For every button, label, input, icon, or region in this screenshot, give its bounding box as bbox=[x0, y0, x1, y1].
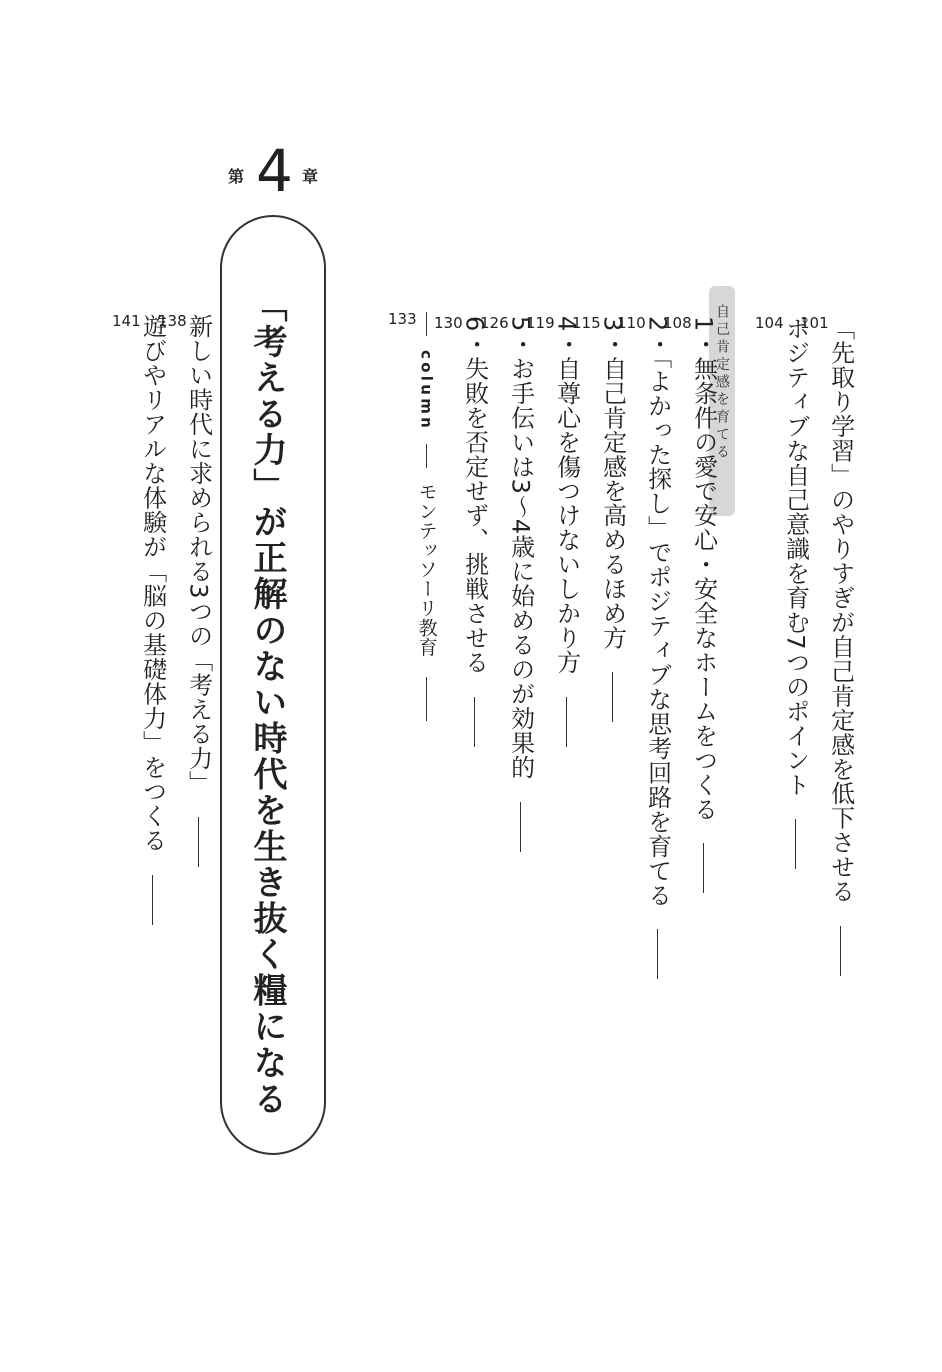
leader-line bbox=[198, 817, 200, 867]
chapter-prefix: 第 bbox=[228, 167, 245, 186]
toc-entry-title: 「先取り学習」のやりすぎが自己肯定感を低下させる bbox=[826, 316, 855, 904]
chapter-title: 「考える力」が正解のない時代を生き抜く糧になる bbox=[247, 288, 287, 1117]
toc-entry-title: ポジティブな自己意識を育む7つのポイント bbox=[781, 316, 810, 797]
toc-entry-title: モンテッソーリ教育 bbox=[415, 482, 438, 657]
toc-entry-title: 4・自尊心を傷つけないしかり方 bbox=[552, 316, 581, 675]
toc-entry-title: 5・お手伝いは3〜4歳に始めるのが効果的 bbox=[506, 316, 535, 780]
toc-entry[interactable] bbox=[434, 316, 487, 757]
toc-entry-title: 遊びやリアルな体験が「脳の基礎体力」をつくる bbox=[138, 314, 167, 853]
toc-entry-page: 126 bbox=[480, 314, 509, 332]
toc-entry-title: 6・失敗を否定せず、挑戦させる bbox=[460, 316, 489, 675]
chapter-suffix: 章 bbox=[302, 167, 319, 186]
toc-entry-page: 141 bbox=[112, 312, 141, 330]
toc-entry-page: 104 bbox=[755, 314, 784, 332]
column-bar bbox=[426, 444, 428, 468]
toc-entry-title: 3・自己肯定感を高めるほめ方 bbox=[598, 316, 627, 650]
toc-entry-page: 110 bbox=[617, 314, 646, 332]
leader-line bbox=[795, 819, 797, 869]
toc-entry-title: 2・「よかった探し」でポジティブな思考回路を育てる bbox=[643, 316, 672, 908]
toc-entry-page: 108 bbox=[663, 314, 692, 332]
column-label: column bbox=[417, 350, 436, 432]
leader-line bbox=[474, 697, 476, 747]
toc-entry-page: 138 bbox=[158, 312, 187, 330]
toc-entry-page: 115 bbox=[572, 314, 601, 332]
toc-entry-title: 1・無条件の愛で安心・安全なホームをつくる bbox=[689, 316, 718, 822]
toc-entry[interactable] bbox=[755, 316, 808, 879]
section-label: 自己肯定感を育てる bbox=[714, 304, 730, 462]
leader-line bbox=[152, 875, 154, 925]
leader-line bbox=[520, 802, 522, 852]
leader-line bbox=[612, 672, 614, 722]
toc-entry-column[interactable] bbox=[388, 312, 436, 731]
chapter-number: 4 bbox=[256, 137, 293, 205]
leader-line bbox=[840, 926, 842, 976]
toc-entry[interactable] bbox=[112, 314, 165, 935]
toc-entry-title: 新しい時代に求められる3つの「考える力」 bbox=[184, 314, 213, 795]
toc-entry-page: 133 bbox=[388, 310, 417, 328]
toc-entry-page: 101 bbox=[800, 314, 829, 332]
leader-line bbox=[657, 929, 659, 979]
leader-line bbox=[426, 677, 428, 721]
leader-line bbox=[566, 697, 568, 747]
leader-line bbox=[703, 843, 705, 893]
chapter-heading bbox=[224, 137, 324, 205]
column-bar bbox=[426, 312, 428, 336]
toc-entry-page: 130 bbox=[434, 314, 463, 332]
toc-entry-page: 119 bbox=[526, 314, 555, 332]
